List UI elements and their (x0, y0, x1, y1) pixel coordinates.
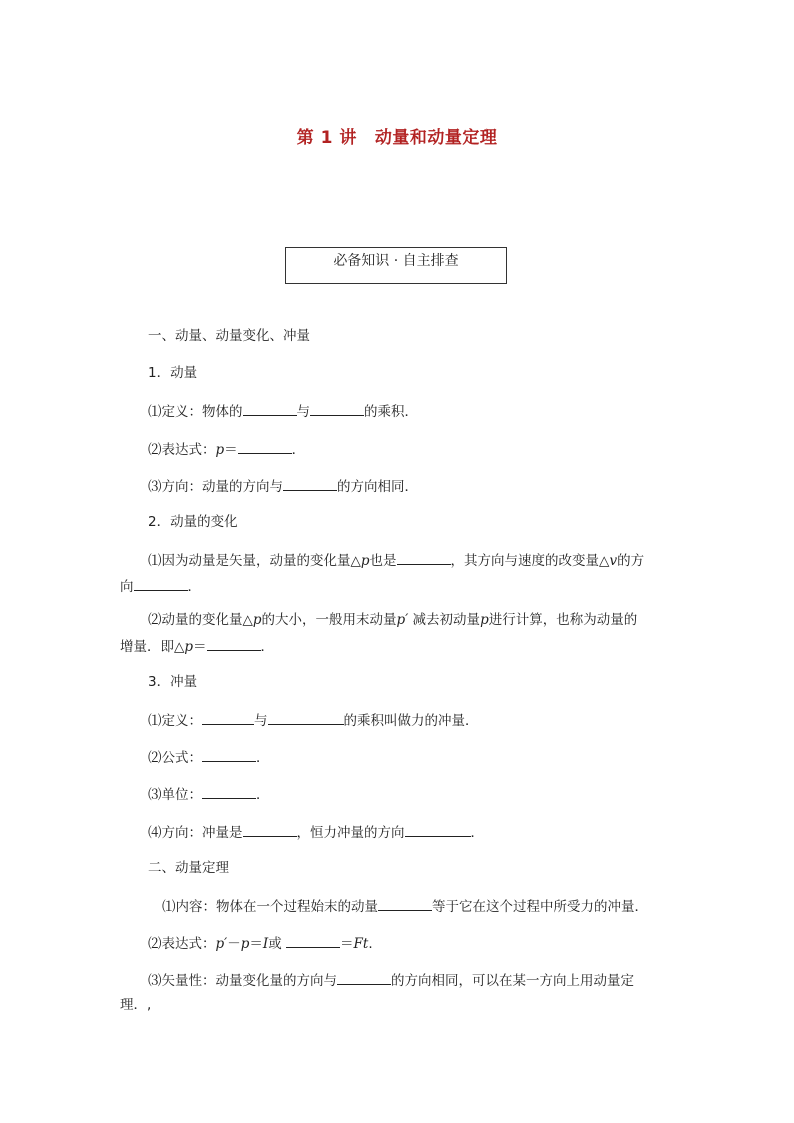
theorem-vector-line2: 理．, (120, 997, 152, 1013)
blank-field (207, 636, 261, 651)
change-para1-line1: ⑴因为动量是矢量，动量的变化量△p也是 ，其方向与速度的改变量△v的方 (148, 550, 644, 570)
change-para2-line2: 增量．即△p＝ ． (120, 636, 274, 656)
momentum-expression: ⑵表达式：p＝ ． (148, 439, 305, 459)
impulse-unit: ⑶单位： ． (148, 784, 270, 804)
blank-field (202, 747, 256, 762)
blank-field (405, 822, 471, 837)
subsection-change-heading: 2．动量的变化 (148, 514, 238, 530)
blank-field (337, 970, 391, 985)
theorem-vector-line1: ⑶矢量性：动量变化量的方向与 的方向相同，可以在某一方向上用动量定 (148, 970, 634, 990)
impulse-formula: ⑵公式： ． (148, 747, 270, 767)
blank-field (397, 550, 451, 565)
title-chapter: 第 1 讲 (296, 128, 357, 148)
blank-field (286, 933, 340, 948)
blank-field (243, 401, 297, 416)
blank-field (310, 401, 364, 416)
blank-field (243, 822, 297, 837)
blank-field (283, 476, 337, 491)
subsection-momentum-heading: 1．动量 (148, 365, 198, 381)
momentum-direction: ⑶方向：动量的方向与 的方向相同． (148, 476, 418, 496)
blank-field (378, 896, 432, 911)
subsection-impulse-heading: 3．冲量 (148, 674, 198, 690)
change-para1-line2: 向 ． (120, 576, 201, 596)
theorem-expression: ⑵表达式：p′－p＝I或 ＝Ft. (148, 933, 373, 953)
impulse-definition: ⑴定义： 与 的乘积叫做力的冲量． (148, 710, 479, 730)
page-title (0, 123, 794, 148)
impulse-direction: ⑷方向：冲量是 ，恒力冲量的方向 ． (148, 822, 484, 842)
blank-field (238, 439, 292, 454)
momentum-definition: ⑴定义：物体的 与 的乘积． (148, 401, 418, 421)
blank-field (202, 784, 256, 799)
change-para2-line1: ⑵动量的变化量△p的大小，一般用末动量p′ 减去初动量p进行计算，也称为动量的 (148, 612, 638, 628)
blank-field (268, 710, 344, 725)
section-two-heading: 二、动量定理 (148, 860, 229, 876)
section-one-heading: 一、动量、动量变化、冲量 (148, 328, 310, 344)
title-topic: 动量和动量定理 (374, 128, 498, 148)
section-box: 必备知识 · 自主排查 (285, 247, 507, 284)
blank-field (202, 710, 254, 725)
blank-field (134, 576, 188, 591)
theorem-content: ⑴内容：物体在一个过程始末的动量 等于它在这个过程中所受力的冲量． (162, 896, 648, 916)
